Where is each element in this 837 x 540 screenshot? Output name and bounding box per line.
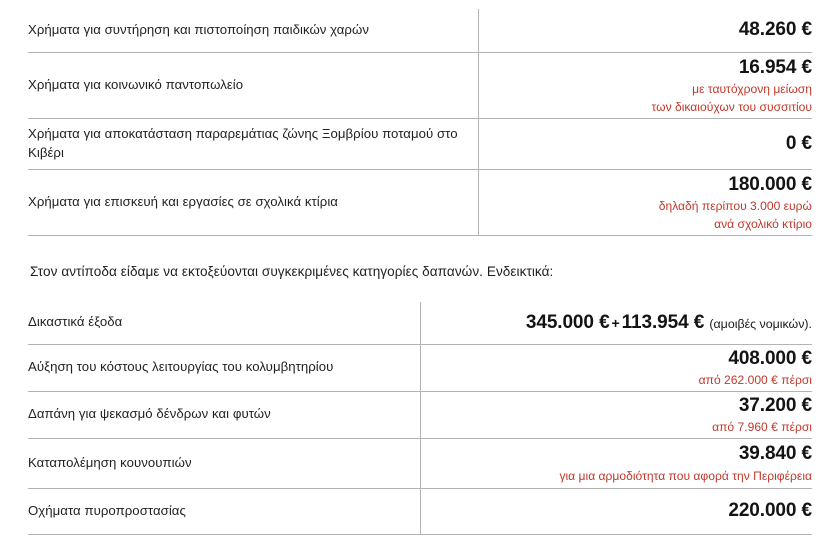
amount-note-line1: από 7.960 € πέρσι bbox=[712, 420, 812, 435]
currency-symbol: € bbox=[801, 132, 812, 154]
currency-symbol: € bbox=[801, 443, 812, 465]
row-value bbox=[420, 391, 812, 438]
amount-note-line2: των δικαιούχων του συσσιτίου bbox=[651, 99, 812, 114]
table-row bbox=[28, 119, 812, 170]
amount-value bbox=[739, 57, 812, 78]
row-label: Χρήματα για κοινωνικό παντοπωλείο bbox=[28, 77, 244, 93]
amount-note-line2: ανά σχολικό κτίριο bbox=[714, 216, 812, 231]
table-row bbox=[28, 344, 812, 391]
table-row bbox=[28, 438, 812, 488]
amount-number: 408.000 bbox=[728, 347, 797, 369]
row-value bbox=[478, 170, 812, 236]
amount-value bbox=[728, 174, 812, 195]
currency-symbol: € bbox=[801, 173, 812, 195]
row-label: Αύξηση του κόστους λειτουργίας του κολυμβητηρίου bbox=[28, 359, 334, 375]
currency-symbol: € bbox=[599, 311, 610, 333]
row-value bbox=[420, 344, 812, 391]
row-label: Χρήματα για αποκατάσταση παραρεμάτιας ζώνης Ξομβρίου ποταμού στο Κιβέρι bbox=[28, 126, 458, 160]
currency-symbol: € bbox=[801, 19, 812, 41]
table-row bbox=[28, 170, 812, 236]
amount-note-line1: με ταυτόχρονη μείωση bbox=[692, 81, 812, 96]
intro-paragraph: Στον αντίποδα είδαμε να εκτοξεύονται συγκεκριμένες κατηγορίες δαπανών. Ενδεικτικά: bbox=[30, 264, 554, 279]
table-row bbox=[28, 391, 812, 438]
row-label: Καταπολέμηση κουνουπιών bbox=[28, 454, 192, 470]
amount-value bbox=[739, 395, 812, 416]
currency-symbol: € bbox=[801, 56, 812, 78]
currency-symbol: € bbox=[801, 347, 812, 369]
amount-value bbox=[739, 19, 812, 40]
amount-number: 180.000 bbox=[728, 173, 797, 195]
amount-value bbox=[526, 312, 812, 333]
plus-sign: + bbox=[611, 314, 620, 331]
currency-symbol: € bbox=[801, 500, 812, 522]
row-label: Οχήματα πυροπροστασίας bbox=[28, 502, 186, 518]
amount-value bbox=[786, 133, 812, 154]
overruns-table bbox=[28, 302, 812, 535]
amount-number: 48.260 bbox=[738, 19, 797, 41]
table-row bbox=[28, 9, 812, 53]
table-row bbox=[28, 488, 812, 534]
amount-value bbox=[739, 443, 812, 464]
row-label: Δαπάνη για ψεκασμό δένδρων και φυτών bbox=[28, 406, 271, 422]
currency-symbol: € bbox=[801, 394, 812, 416]
row-label: Χρήματα για επισκευή και εργασίες σε σχολικά κτίρια bbox=[28, 194, 338, 210]
amount-value bbox=[728, 500, 812, 521]
row-value bbox=[420, 438, 812, 488]
row-value bbox=[478, 53, 812, 119]
amount-note-line1: από 262.000 € πέρσι bbox=[698, 373, 812, 388]
row-value bbox=[478, 119, 812, 170]
amount-number: 16.954 bbox=[738, 56, 797, 78]
row-value bbox=[478, 9, 812, 53]
savings-table bbox=[28, 9, 812, 236]
row-value bbox=[420, 302, 812, 345]
row-label: Δικαστικά έξοδα bbox=[28, 314, 123, 330]
currency-symbol-secondary: € bbox=[693, 311, 705, 333]
row-label: Χρήματα για συντήρηση και πιστοποίηση παιδικών χαρών bbox=[28, 22, 369, 38]
amount-number: 0 bbox=[785, 132, 797, 154]
amount-number: 37.200 bbox=[738, 394, 797, 416]
table-row bbox=[28, 302, 812, 345]
amount-number: 220.000 bbox=[728, 500, 797, 522]
row-value bbox=[420, 488, 812, 534]
table-row bbox=[28, 53, 812, 119]
savings-table-wrapper bbox=[0, 0, 837, 236]
amount-value bbox=[728, 348, 812, 369]
amount-number-secondary: 113.954 bbox=[621, 311, 689, 333]
amount-note-line1: δηλαδή περίπου 3.000 ευρώ bbox=[658, 198, 812, 213]
amount-note-black: (αμοιβές νομικών). bbox=[709, 316, 812, 331]
amount-note-line1: για μια αρμοδιότητα που αφορά την Περιφέρεια bbox=[559, 468, 812, 483]
amount-number: 39.840 bbox=[738, 443, 797, 465]
amount-number: 345.000 bbox=[525, 311, 594, 333]
